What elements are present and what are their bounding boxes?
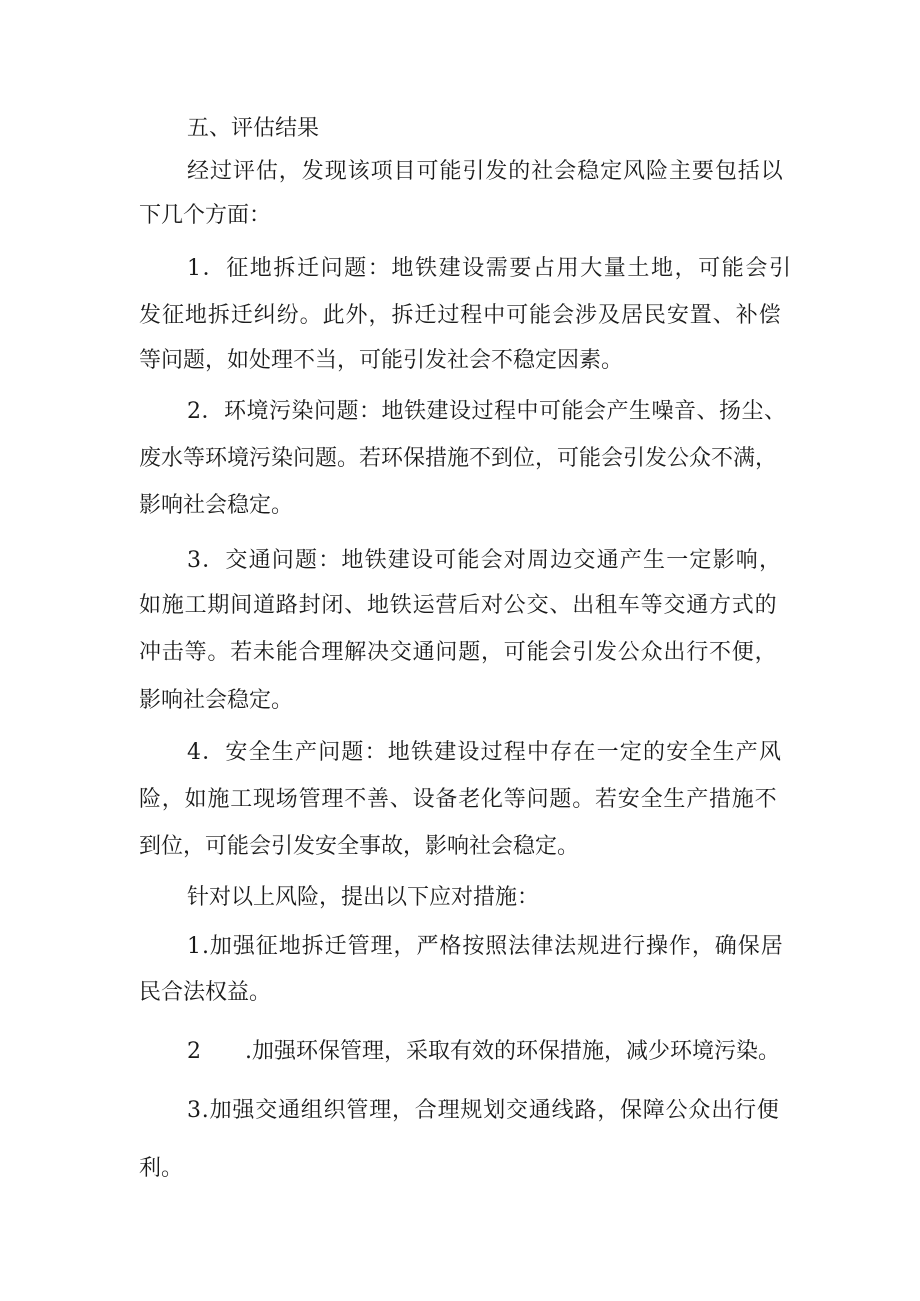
risk-item-line: 发征地拆迁纠纷。此外，拆迁过程中可能会涉及居民安置、补偿 xyxy=(139,303,782,328)
risk-item-line: 2．环境污染问题：地铁建设过程中可能会产生噪音、扬尘、 xyxy=(187,399,787,424)
risk-item-line: 1．征地拆迁问题：地铁建设需要占用大量土地，可能会引 xyxy=(187,256,793,281)
risk-item-line: 冲击等。若未能合理解决交通问题，可能会引发公众出行不便， xyxy=(139,640,778,665)
risk-item-line: 到位，可能会引发安全事故，影响社会稳定。 xyxy=(139,834,580,859)
risk-item-line: 影响社会稳定。 xyxy=(139,688,294,713)
measure-item-line: 3.加强交通组织管理，合理规划交通线路，保障公众出行便 xyxy=(187,1098,780,1123)
intro-paragraph-line: 经过评估，发现该项目可能引发的社会稳定风险主要包括以 xyxy=(187,159,784,184)
risk-item-line: 影响社会稳定。 xyxy=(139,493,294,518)
section-heading: 五、评估结果 xyxy=(187,116,320,141)
measure-item-line: 利。 xyxy=(139,1156,184,1181)
measure-item-line: 2 .加强环保管理，采取有效的环保措施，减少环境污染。 xyxy=(187,1039,780,1064)
risk-item-line: 险，如施工现场管理不善、设备老化等问题。若安全生产措施不 xyxy=(139,787,778,812)
risk-item-line: 废水等环境污染问题。若环保措施不到位，可能会引发公众不满， xyxy=(139,446,778,471)
risk-item-line: 4．安全生产问题：地铁建设过程中存在一定的安全生产风 xyxy=(187,740,783,765)
risk-item-line: 等问题，如处理不当，可能引发社会不稳定因素。 xyxy=(139,348,624,373)
measures-intro: 针对以上风险，提出以下应对措施： xyxy=(187,885,540,910)
intro-paragraph-line: 下几个方面： xyxy=(139,203,272,228)
measure-item-line: 民合法权益。 xyxy=(139,980,272,1005)
risk-item-line: 3．交通问题：地铁建设可能会对周边交通产生一定影响， xyxy=(187,548,783,573)
measure-item-line: 1.加强征地拆迁管理，严格按照法律法规进行操作，确保居 xyxy=(187,934,784,959)
risk-item-line: 如施工期间道路封闭、地铁运营后对公交、出租车等交通方式的 xyxy=(139,593,778,618)
